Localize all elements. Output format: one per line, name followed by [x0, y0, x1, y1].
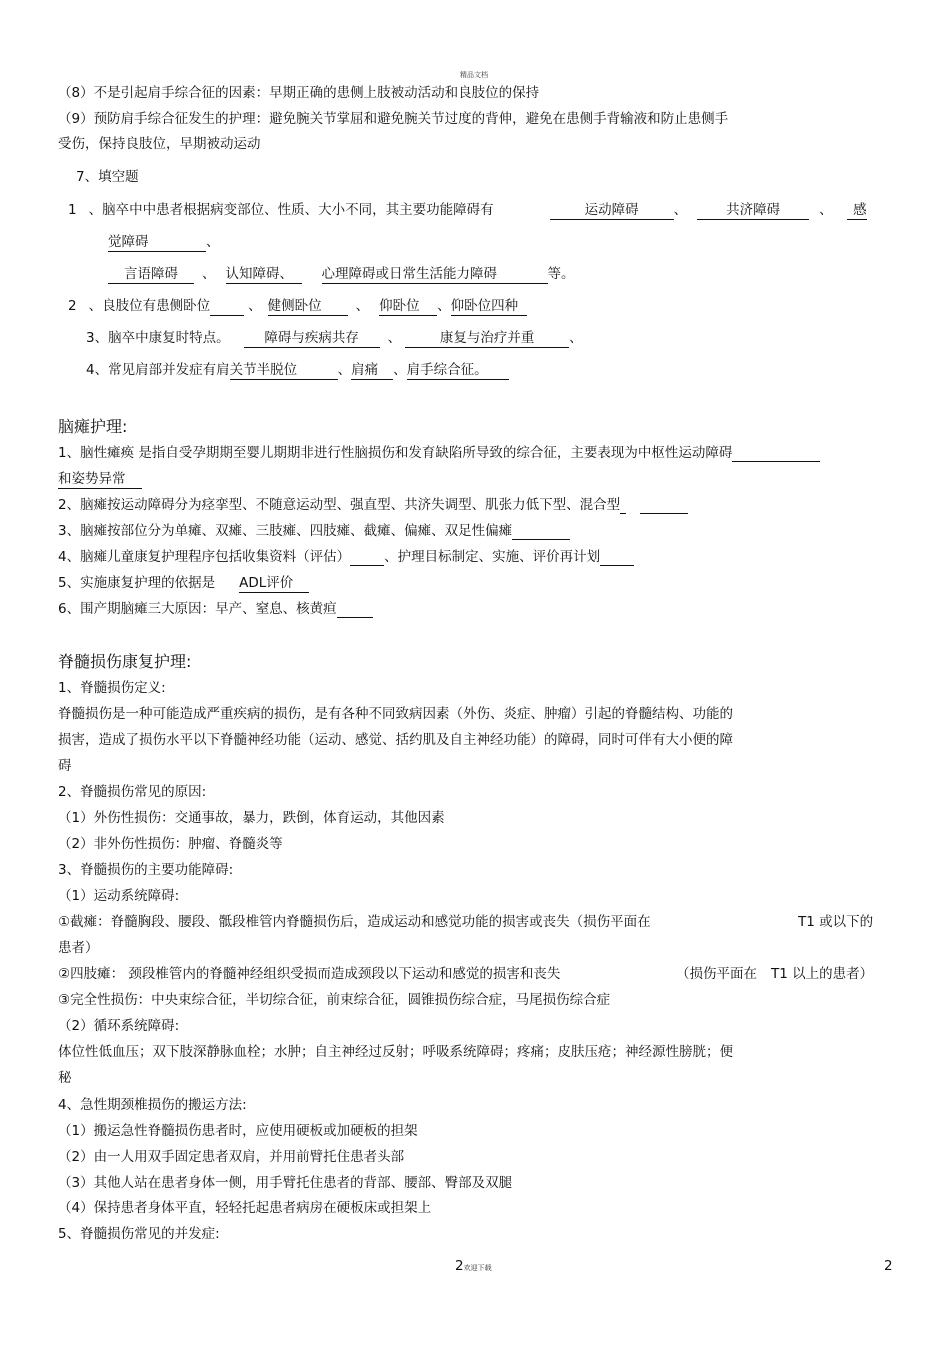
footer-page-number: 2: [884, 1258, 893, 1274]
sci-cause-1: （1）外伤性损伤：交通事故，暴力，跌倒，体育运动，其他因素: [58, 810, 445, 826]
cp-blank-5: [350, 551, 384, 566]
fill-q4: [86, 361, 509, 380]
footer-center: [455, 1257, 492, 1277]
sci-comp-title: 5、脊髓损伤常见的并发症:: [58, 1226, 220, 1242]
q3-text: 3、脑卒中康复时特点。: [86, 330, 230, 346]
q1-answer-3a: 感: [847, 202, 867, 220]
q1-answer-3b: 觉障碍: [108, 234, 206, 252]
q4-answer-1: 关节半脱位: [230, 362, 338, 380]
cp-title: 脑瘫护理:: [58, 417, 128, 436]
q4-answer-2: 肩痛: [351, 362, 393, 380]
q1-num: 1: [68, 202, 77, 218]
cp-blank-1: [732, 447, 820, 462]
footer-center-num: 2: [455, 1258, 464, 1274]
q2-answer-1: 健侧卧位: [268, 298, 348, 316]
q3-sep1: 、: [387, 330, 402, 346]
cp-blank-3: [640, 499, 688, 514]
cp-line6: [58, 600, 373, 618]
sci-tetra-b-text: （损伤平面在: [676, 966, 757, 982]
cp-blank-4: [512, 525, 570, 540]
cp-line2: [58, 496, 688, 514]
cp-blank-6: [600, 551, 634, 566]
q2-num: 2: [68, 298, 77, 314]
q3-sep2: 、: [569, 330, 583, 346]
q2-answer-3: 仰卧位四种: [451, 298, 527, 316]
q3-answer-2: 康复与治疗并重: [405, 330, 569, 348]
sci-trans-1: （1）搬运急性脊髓损伤患者时，应使用硬板或加硬板的担架: [58, 1123, 418, 1139]
cp-line1a-text: 1、脑性瘫痪 是指自受孕期期至婴儿期期非进行性脑损伤和发育缺陷所导致的综合征，主要表现为中枢性运动障碍: [58, 445, 733, 461]
q4-sep2: 、: [393, 362, 407, 378]
q2-blank-1: [210, 301, 244, 316]
sci-cause-title: 2、脊髓损伤常见的原因:: [58, 784, 207, 800]
sci-para-tail: T1 或以下的: [798, 914, 874, 930]
cp-line1b-text: 和姿势异常: [58, 471, 142, 489]
q1-sep4: 、: [202, 266, 216, 282]
cp-line3: [58, 522, 570, 540]
cp-line4-text: 4、脑瘫儿童康复护理程序包括收集资料（评估）: [58, 549, 351, 565]
q4-answer-3: 肩手综合征。: [407, 362, 509, 380]
footer-center-text: 欢迎下载: [463, 1264, 492, 1272]
q1-sep1: 、: [673, 202, 688, 218]
sci-trans-2: （2）由一人用双手固定患者双肩，并用前臂托住患者头部: [58, 1149, 405, 1165]
sci-circ-line2: 秘: [58, 1070, 72, 1086]
fill-q1-line2: [108, 233, 220, 252]
sci-para-text: ①截瘫：脊髓胸段、腰段、骶段椎管内脊髓损伤后，造成运动和感觉功能的损害或丧失（损伤平面在: [58, 914, 651, 930]
fill-q1-line1: [68, 201, 867, 220]
q1-answer-4: 言语障碍: [108, 266, 194, 284]
q1-text: 、脑卒中中患者根据病变部位、性质、大小不同，其主要功能障碍有: [88, 202, 494, 218]
sci-trans-title: 4、急性期颈椎损伤的搬运方法:: [58, 1097, 247, 1113]
q1-answer-1: 运动障碍: [550, 202, 674, 220]
q4-sep1: 、: [337, 362, 352, 378]
sci-func-title: 3、脊髓损伤的主要功能障碍:: [58, 862, 234, 878]
fill-q2: [68, 297, 527, 316]
sci-complete: ③完全性损伤：中央束综合征，半切综合征，前束综合征，圆锥损伤综合症，马尾损伤综合症: [58, 992, 611, 1008]
cp-line4b-text: 、护理目标制定、实施、评价再计划: [384, 549, 601, 565]
sci-cause-2: （2）非外伤性损伤：肿瘤、脊髓炎等: [58, 836, 283, 852]
sci-def-line1: 脊髓损伤是一种可能造成严重疾病的损伤，是有各种不同致病因素（外伤、炎症、肿瘤）引起的脊髓结构、功能的: [58, 706, 733, 722]
sci-tetra-b: [676, 965, 873, 983]
cp-blank-7: [337, 603, 373, 618]
q1-end: 等。: [547, 266, 575, 282]
cp-line5-answer: ADL评价: [239, 575, 309, 593]
sci-trans-4: （4）保持患者身体平直，轻轻托起患者病房在硬板床或担架上: [58, 1200, 432, 1216]
q1-answer-6: 心理障碍或日常生活能力障碍: [322, 266, 548, 284]
q2-sep3: 、: [437, 298, 451, 314]
q1-answer-2: 共济障碍: [697, 202, 809, 220]
q2-sep1: 、: [248, 298, 262, 314]
item-9-line1: （9）预防肩手综合征发生的护理：避免腕关节掌屈和避免腕关节过度的背伸，避免在患侧手背输液和防止患侧手: [58, 111, 729, 127]
cp-line2-text: 2、脑瘫按运动障碍分为痉挛型、不随意运动型、强直型、共济失调型、肌张力低下型、混合型: [58, 497, 621, 513]
sci-def-title: 1、脊髓损伤定义:: [58, 680, 166, 696]
sci-def-line2: 损害，造成了损伤水平以下脊髓神经功能（运动、感觉、括约肌及自主神经功能）的障碍，同时可伴有大小便的障: [58, 732, 733, 748]
cp-line5: [58, 574, 309, 593]
fill-q1-line3: [108, 265, 575, 284]
cp-line4: [58, 548, 634, 566]
sci-tetra-c-text: T1 以上的患者）: [771, 966, 874, 982]
q1-answer-5: 认知障碍、: [226, 266, 302, 284]
cp-line1b: [58, 470, 142, 489]
item-8: （8）不是引起肩手综合征的因素：早期正确的患侧上肢被动活动和良肢位的保持: [58, 85, 540, 101]
q2-sep2: 、: [355, 298, 370, 314]
q1-sep2: 、: [819, 202, 833, 218]
header-watermark: 精品文档: [460, 71, 488, 79]
sci-motor-title: （1）运动系统障碍:: [58, 888, 180, 904]
sci-paraplegia: [58, 913, 651, 931]
sci-circ-line1: 体位性低血压；双下肢深静脉血栓；水肿；自主神经过反射；呼吸系统障碍；疼痛；皮肤压疮；神经源性膀胱；便: [58, 1044, 733, 1060]
cp-blank-2: [620, 499, 626, 514]
sci-circ-title: （2）循环系统障碍:: [58, 1018, 180, 1034]
fill-title: 7、填空题: [76, 169, 139, 185]
q2-answer-2: 仰卧位: [379, 298, 437, 316]
q1-sep3: 、: [206, 234, 220, 250]
cp-line6-text: 6、围产期脑瘫三大原因：早产、窒息、核黄疸: [58, 601, 337, 617]
cp-line5-text: 5、实施康复护理的依据是: [58, 575, 216, 591]
sci-title: 脊髓损伤康复护理:: [58, 652, 192, 671]
sci-def-line3: 碍: [58, 758, 72, 774]
cp-line1a: [58, 444, 820, 462]
q3-answer-1: 障碍与疾病共存: [244, 330, 380, 348]
q4-text: 4、常见肩部并发症有肩: [86, 362, 230, 378]
item-9-line2: 受伤，保持良肢位，早期被动运动: [58, 136, 261, 152]
cp-line3-text: 3、脑瘫按部位分为单瘫、双瘫、三肢瘫、四肢瘫、截瘫、偏瘫、双足性偏瘫: [58, 523, 513, 539]
q2-text: 、良肢位有患侧卧位: [88, 298, 211, 314]
sci-para-line2: 患者）: [58, 940, 99, 956]
sci-tetraplegia: ②四肢瘫： 颈段椎管内的脊髓神经组织受损而造成颈段以下运动和感觉的损害和丧失: [58, 966, 561, 982]
fill-q3: [86, 329, 583, 348]
sci-trans-3: （3）其他人站在患者身体一侧，用手臂托住患者的背部、腰部、臀部及双腿: [58, 1175, 513, 1191]
